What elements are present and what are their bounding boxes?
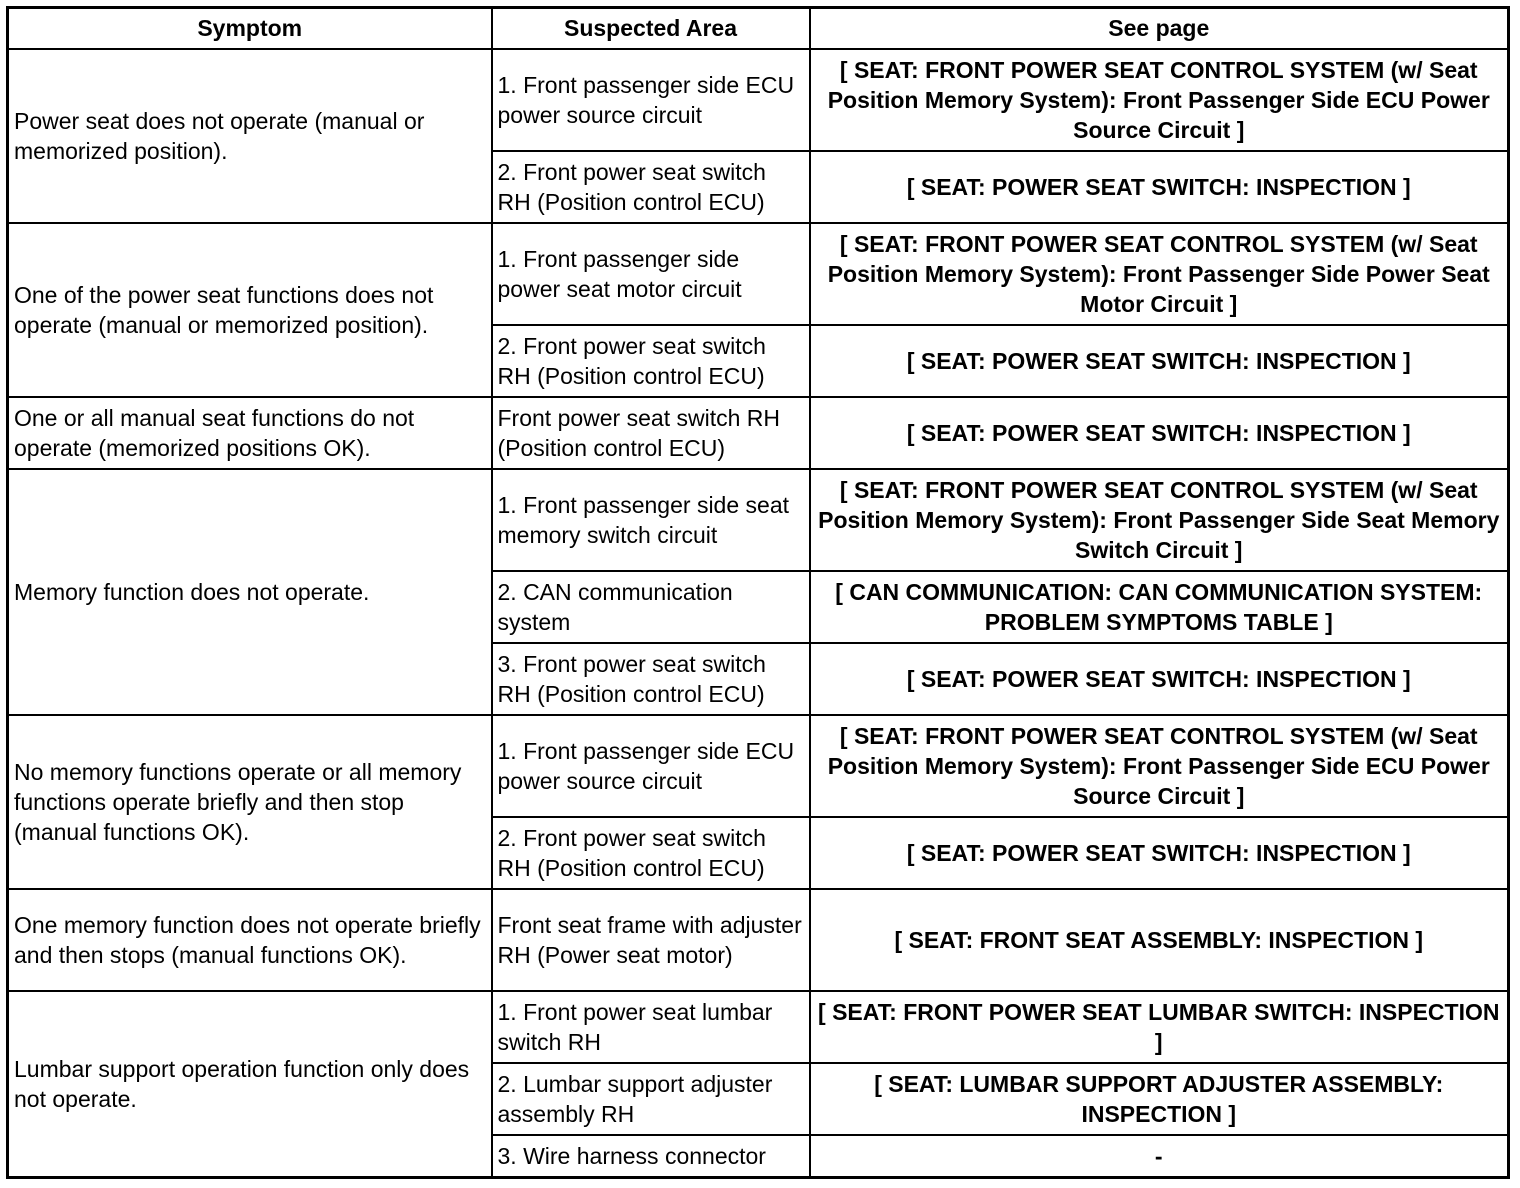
suspected-area-cell: 3. Front power seat switch RH (Position control ECU)	[492, 643, 810, 715]
symptom-cell: Lumbar support operation function only does not operate.	[8, 991, 492, 1178]
see-page-cell: [ SEAT: FRONT POWER SEAT CONTROL SYSTEM (w/ Seat Position Memory System): Front Passenger Side ECU Power Source Circuit ]	[810, 49, 1509, 151]
header-see-page: See page	[810, 8, 1509, 49]
see-page-cell: [ SEAT: POWER SEAT SWITCH: INSPECTION ]	[810, 817, 1509, 889]
suspected-area-cell: Front seat frame with adjuster RH (Power seat motor)	[492, 889, 810, 991]
see-page-cell: [ SEAT: POWER SEAT SWITCH: INSPECTION ]	[810, 397, 1509, 469]
table-row	[8, 469, 1509, 571]
table-row	[8, 715, 1509, 817]
suspected-area-cell: 1. Front passenger side ECU power source circuit	[492, 715, 810, 817]
symptom-cell: One memory function does not operate briefly and then stops (manual functions OK).	[8, 889, 492, 991]
table-row	[8, 889, 1509, 991]
header-suspected-area: Suspected Area	[492, 8, 810, 49]
table-row	[8, 223, 1509, 325]
see-page-cell: [ SEAT: POWER SEAT SWITCH: INSPECTION ]	[810, 325, 1509, 397]
suspected-area-cell: 1. Front passenger side ECU power source circuit	[492, 49, 810, 151]
header-symptom: Symptom	[8, 8, 492, 49]
table-row	[8, 397, 1509, 469]
suspected-area-cell: 1. Front power seat lumbar switch RH	[492, 991, 810, 1063]
table-row	[8, 991, 1509, 1063]
see-page-cell: [ SEAT: POWER SEAT SWITCH: INSPECTION ]	[810, 151, 1509, 223]
suspected-area-cell: 2. Front power seat switch RH (Position control ECU)	[492, 325, 810, 397]
suspected-area-cell: 3. Wire harness connector	[492, 1135, 810, 1178]
see-page-cell: [ SEAT: FRONT POWER SEAT CONTROL SYSTEM (w/ Seat Position Memory System): Front Passenger Side Seat Memory Switch Circuit ]	[810, 469, 1509, 571]
symptom-cell: No memory functions operate or all memory functions operate briefly and then stop (manual functions OK).	[8, 715, 492, 889]
see-page-cell: [ SEAT: FRONT POWER SEAT LUMBAR SWITCH: INSPECTION ]	[810, 991, 1509, 1063]
see-page-cell: -	[810, 1135, 1509, 1178]
suspected-area-cell: 1. Front passenger side seat memory switch circuit	[492, 469, 810, 571]
see-page-cell: [ SEAT: LUMBAR SUPPORT ADJUSTER ASSEMBLY: INSPECTION ]	[810, 1063, 1509, 1135]
see-page-cell: [ SEAT: FRONT POWER SEAT CONTROL SYSTEM (w/ Seat Position Memory System): Front Passenger Side Power Seat Motor Circuit ]	[810, 223, 1509, 325]
suspected-area-cell: 2. CAN communication system	[492, 571, 810, 643]
symptom-cell: Power seat does not operate (manual or memorized position).	[8, 49, 492, 223]
suspected-area-cell: 2. Front power seat switch RH (Position control ECU)	[492, 151, 810, 223]
symptom-cell: Memory function does not operate.	[8, 469, 492, 715]
table-header-row	[8, 8, 1509, 49]
suspected-area-cell: Front power seat switch RH (Position control ECU)	[492, 397, 810, 469]
see-page-cell: [ SEAT: FRONT SEAT ASSEMBLY: INSPECTION ]	[810, 889, 1509, 991]
symptom-cell: One of the power seat functions does not operate (manual or memorized position).	[8, 223, 492, 397]
suspected-area-cell: 2. Lumbar support adjuster assembly RH	[492, 1063, 810, 1135]
suspected-area-cell: 2. Front power seat switch RH (Position control ECU)	[492, 817, 810, 889]
see-page-cell: [ CAN COMMUNICATION: CAN COMMUNICATION SYSTEM: PROBLEM SYMPTOMS TABLE ]	[810, 571, 1509, 643]
see-page-cell: [ SEAT: POWER SEAT SWITCH: INSPECTION ]	[810, 643, 1509, 715]
suspected-area-cell: 1. Front passenger side power seat motor circuit	[492, 223, 810, 325]
symptom-cell: One or all manual seat functions do not operate (memorized positions OK).	[8, 397, 492, 469]
table-row	[8, 49, 1509, 151]
see-page-cell: [ SEAT: FRONT POWER SEAT CONTROL SYSTEM (w/ Seat Position Memory System): Front Passenger Side ECU Power Source Circuit ]	[810, 715, 1509, 817]
problem-symptoms-table	[6, 6, 1510, 1179]
